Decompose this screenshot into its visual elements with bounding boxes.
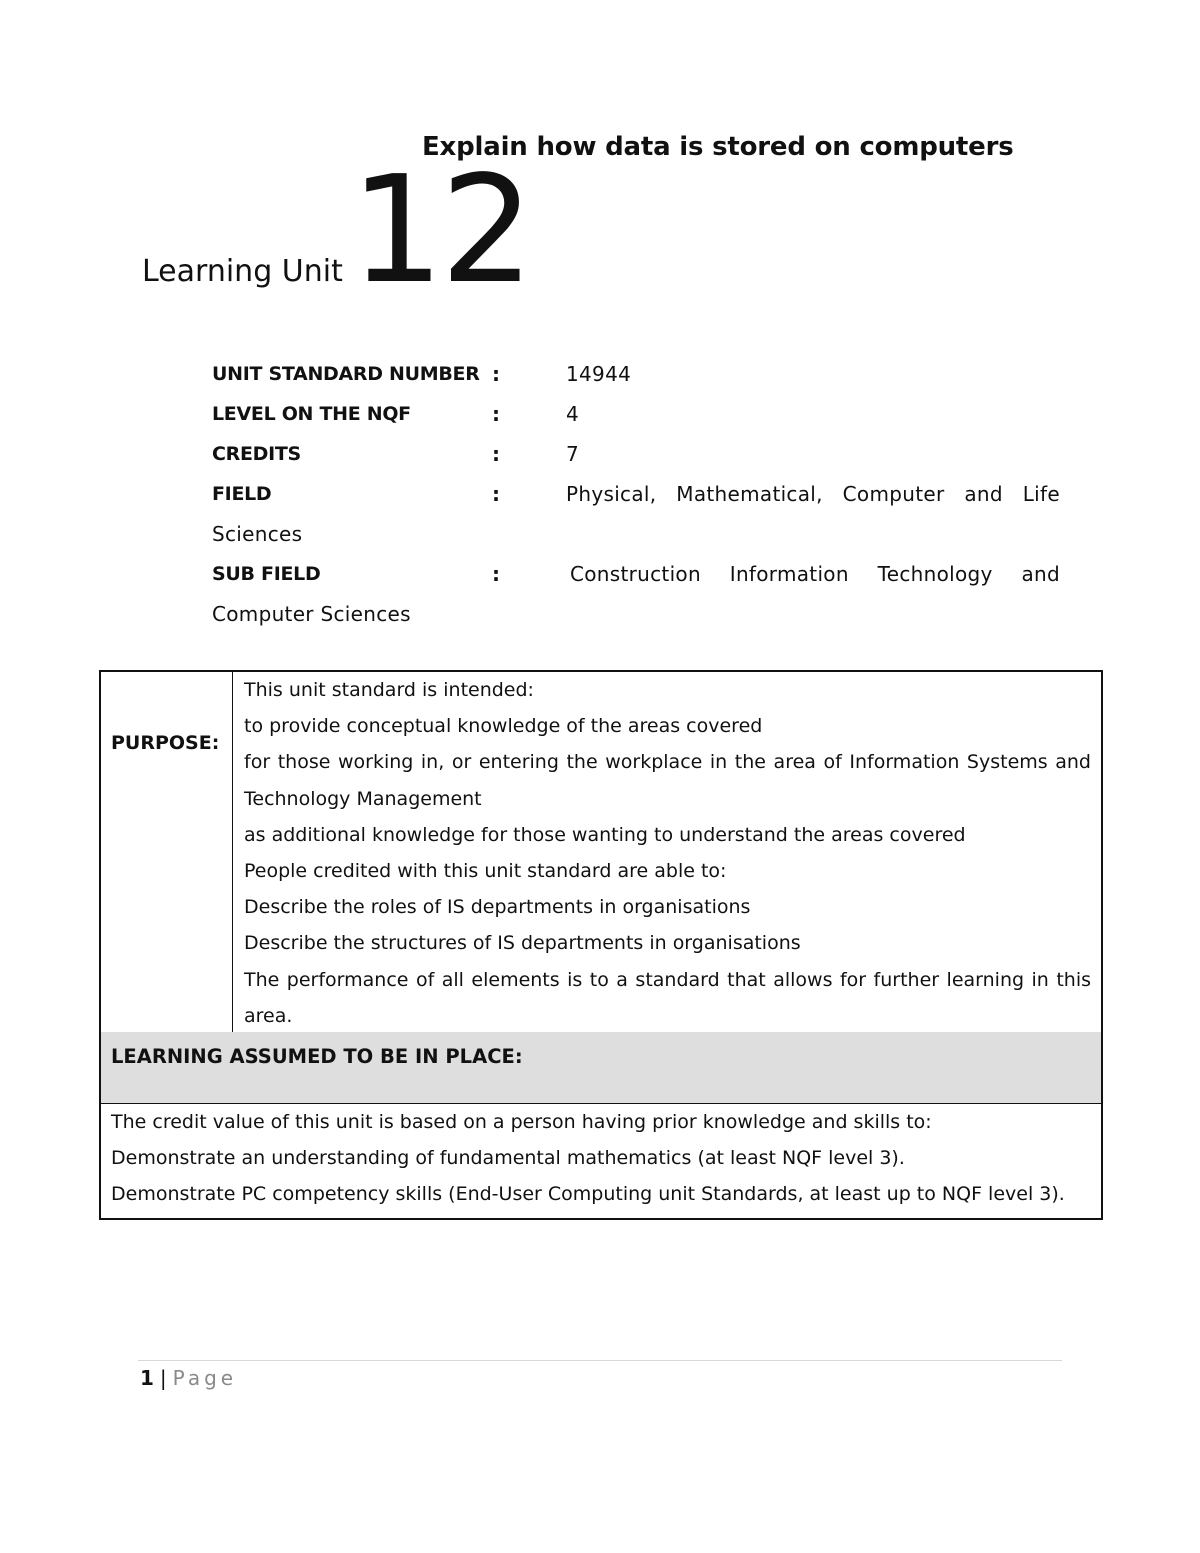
meta-value-sub-field-word: and [1021,562,1060,586]
meta-value-sub-field-continuation: Computer Sciences [212,602,411,626]
page-footer [140,1366,237,1390]
meta-value-unit-standard-number: 14944 [566,362,632,386]
meta-colon: : [492,362,500,386]
meta-value-sub-field-word: Technology [877,562,993,586]
meta-value-sub-field-word: Information [729,562,849,586]
meta-label-sub-field: SUB FIELD [212,563,321,585]
meta-colon: : [492,442,500,466]
page-number: 1 [140,1366,154,1390]
document-title: Explain how data is stored on computers [422,132,1014,162]
footer-separator: | [159,1366,167,1390]
meta-label-level: LEVEL ON THE NQF [212,403,411,425]
meta-value-field-word: Mathematical, [676,482,823,506]
purpose-line: This unit standard is intended: [244,679,534,701]
learning-unit-label: Learning Unit [142,254,343,289]
purpose-line: to provide conceptual knowledge of the areas covered [244,715,763,738]
purpose-content [233,672,1101,1032]
purpose-line: Describe the roles of IS departments in organisations [244,896,751,919]
unit-metadata [212,358,1060,638]
purpose-line: Describe the structures of IS departments in organisations [244,932,801,955]
page-label: Page [172,1366,238,1390]
learning-assumed-content [101,1104,1101,1218]
meta-colon: : [492,482,500,506]
meta-value-sub-field-word: Construction [570,562,701,586]
footer-divider [138,1360,1062,1361]
meta-row-credits [212,438,1060,478]
meta-value-sub-field [570,558,1060,590]
learning-assumed-line: The credit value of this unit is based on a person having prior knowledge and skills to: [111,1111,932,1133]
meta-value-field [566,478,1060,510]
purpose-row [101,672,1101,1032]
meta-value-field-word: Computer [842,482,945,506]
learning-unit-number: 12 [350,144,531,316]
purpose-line: People credited with this unit standard are able to: [244,860,727,883]
learning-assumed-line: Demonstrate PC competency skills (End-User Computing unit Standards, at least up to NQF level 3). [111,1183,1065,1205]
learning-assumed-heading: LEARNING ASSUMED TO BE IN PLACE: [101,1032,1101,1104]
meta-value-field-word: Life [1022,482,1060,506]
meta-label-credits: CREDITS [212,443,301,465]
learning-assumed-line: Demonstrate an understanding of fundamental mathematics (at least NQF level 3). [111,1147,905,1169]
meta-value-field-continuation: Sciences [212,522,303,546]
purpose-line: for those working in, or entering the workplace in the area of Information Systems and Technology Management [244,751,1091,810]
meta-value-field-word: Physical, [566,482,657,506]
purpose-line: as additional knowledge for those wanting to understand the areas covered [244,823,966,846]
meta-row-field [212,478,1060,518]
meta-colon: : [492,562,500,586]
meta-value-field-word: and [964,482,1003,506]
meta-value-level: 4 [566,402,580,426]
meta-row-sub-field [212,558,1060,598]
meta-colon: : [492,402,500,426]
meta-row-unit-standard-number [212,358,1060,398]
meta-value-credits: 7 [566,442,580,466]
purpose-label: PURPOSE: [101,672,233,1032]
meta-label-field: FIELD [212,483,272,505]
meta-label-unit-standard-number: UNIT STANDARD NUMBER [212,363,480,385]
unit-details-table [99,670,1103,1220]
purpose-line: The performance of all elements is to a standard that allows for further learning in this area. [244,968,1091,1027]
meta-row-level [212,398,1060,438]
